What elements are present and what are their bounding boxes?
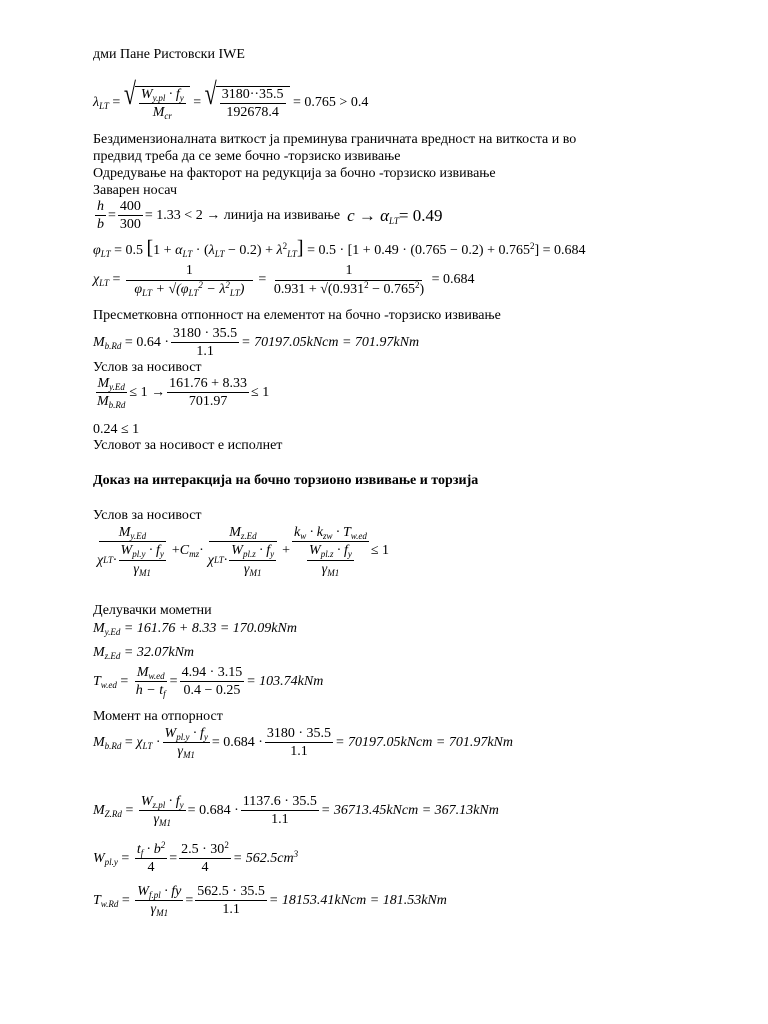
text-line-9: Услов за носивост [93, 508, 202, 523]
mz-den: 1.1 [271, 812, 289, 828]
equation-my-ed: $M_{y.Ed} = 161.76 + 8.33 = 170.09kNm$ [93, 621, 297, 637]
equation-condition: $\frac{M_{y.Ed}}{M_{b.Rd}}$ ≤ 1 → $\frac{161.76 + 8.33}{701.97}$ ≤ 1 [97, 376, 270, 411]
equation-tw-rd: $T_{w.Rd}$ = $\frac{W_{f.pl} \cdot fy}{\gamma_{M1}}$ = $\frac{562.5 \cdot 35.5}{1.1}$ = 18153.41kNcm = 181.53kNm [93, 884, 447, 919]
mbrd-result: = 70197.05kNcm = 701.97kNm [241, 334, 420, 350]
mb2-pre: = 0.684 · [211, 734, 263, 750]
condition-ratio: 0.24 ≤ 1 [93, 422, 140, 437]
equation-mbrd: $M_{b.Rd}$ = 0.64 · $\frac{3180 \cdot 35.5}{1.1}$ = 70197.05kNcm = 701.97kNm [93, 326, 420, 360]
tw-num: 4.94 · 3.15 [180, 665, 245, 682]
twrd-result: = 18153.41kNcm = 181.53kNm [268, 892, 447, 908]
equation-phi-lt: $\varphi_{LT} = 0.5$ $[1 + \alpha_{LT} \cdot (\lambda_{LT} - 0.2) + \lambda^2_{LT}] = 0.5 \cdot [1 + 0.49 \cdot (0.765 - 0.2) + 0.765^2] = 0.684$ [93, 237, 586, 259]
phi-result: ] = 0.684 [534, 243, 586, 258]
mbrd-den: 1.1 [196, 344, 214, 360]
wpl-num: 2.5 · 30 [181, 842, 225, 857]
section-title: Доказ на интеракција на бочно торзионо извивање и торзија [93, 473, 479, 488]
equation-lambda-lt: $\lambda_{LT}$ = √ $\frac{W_{y.pl} \cdot f_y}{M_{cr}}$ = √ $\frac{3180\cdot\cdot 35.5}{192678.4}$ = 0.765 > 0.4 [93, 76, 369, 122]
hb-result: = 1.33 < 2 → [144, 207, 221, 223]
mb2-num: 3180 · 35.5 [265, 726, 333, 743]
mz-result: = 36713.45kNcm = 367.13kNm [320, 802, 499, 818]
text-line-11: Момент на отпорност [93, 709, 223, 724]
chi-den-2: − 0.765 [368, 282, 415, 298]
equation-chi-lt: $\chi_{LT}$ = $\frac{1}{\varphi_{LT} + √(\varphi_{LT}^2 - \lambda^2_{LT})}$ = $\frac{1}{0.931 + √(0.931^2 - 0.765^2)}$ = 0.684 [93, 263, 475, 299]
equation-tw-ed: $T_{w.ed}$ = $\frac{M_{w.ed}}{h - t_f}$ = $\frac{4.94 \cdot 3.15}{0.4 - 0.25}$ = 103.74kNm [93, 665, 324, 700]
mbrd-pre: = 0.64 · [124, 334, 169, 350]
alpha-result: = 0.49 [398, 206, 443, 226]
equation-wpl-y: $W_{pl.y}$ = $\frac{t_f \cdot b^2}{4}$ = $\frac{2.5 \cdot 30^2}{4}$ = $562.5cm^3$ [93, 840, 299, 876]
cond-num: 161.76 + 8.33 [167, 376, 249, 393]
text-line-1: Бездимензионалната виткост ја преминува граничната вредност на виткоста и во [93, 132, 577, 147]
lambda-result: = 0.765 > 0.4 [293, 95, 369, 111]
mb2-den: 1.1 [290, 744, 308, 760]
text-line-10: Делувачки мометни [93, 603, 212, 618]
wpl-result: = 562.5cm [232, 850, 294, 866]
tw-result: = 103.74kNm [246, 673, 324, 689]
hb-numerator: 400 [118, 199, 143, 216]
equation-mz-rd: $M_{Z.Rd}$ = $\frac{W_{z.pl} \cdot f_y}{\gamma_{M1}}$ = 0.684 · $\frac{1137.6 \cdot 35.5}{1.1}$ = 36713.45kNcm = 367.13kNm [93, 794, 499, 829]
equation-hb: $\frac{h}{b}$ = $\frac{400}{300}$ = 1.33 < 2 → линија на извивање $c \to \alpha_{LT}$ = 0.49 [97, 199, 443, 233]
lambda-denominator: 192678.4 [226, 105, 279, 121]
mz-num: 1137.6 · 35.5 [241, 794, 319, 811]
text-line-4: Заварен носач [93, 183, 177, 198]
text-line-8: Условот за носивост е исполнет [93, 438, 283, 453]
buckling-line-label: линија на извивање [223, 207, 341, 223]
text-line-2: предвид треба да се земе бочно -торзиско извивање [93, 149, 401, 164]
mz-pre: = 0.684 · [187, 802, 239, 818]
twrd-num: 562.5 · 35.5 [195, 884, 267, 901]
text-line-6: Пресметковна отпонност на елементот на бочно -торзиско извивање [93, 308, 501, 323]
my-ed-value: = 161.76 + 8.33 = 170.09kNm [123, 621, 297, 636]
mbrd-num: 3180 · 35.5 [171, 326, 239, 343]
chi-den-1: 0.931 + √(0.931 [273, 282, 365, 298]
lambda-numerator: 3180··35.5 [220, 87, 286, 104]
wpl-den: 4 [201, 860, 209, 876]
tw-den: 0.4 − 0.25 [183, 683, 241, 699]
text-line-3: Одредување на факторот на редукција за бочно -торзиско извивање [93, 166, 496, 181]
equation-interaction: $M_{y.Ed}$ χ LT · $\frac{W_{pl.y} \cdot f_y}{\gamma_{M1}}$ + $C_{mz}$ · $M_{z.Ed}$ χ LT · $\frac{W_{pl.z} \cdot f_y}{\gamma_{M1}}$ + $\frac{k_w \cdot k_{zw} \cdot T_{w.ed}}{\frac{W_{pl.z} \cdot f_y}{\gamma_{M1}}}$ ≤ 1 [97, 525, 390, 578]
equation-mb-rd-2: $M_{b.Rd}$ = $\chi_{LT}$ · $\frac{W_{pl.y} \cdot f_y}{\gamma_{M1}}$ = 0.684 · $\frac{3180 \cdot 35.5}{1.1}$ = 70197.05kNcm = 701.97kNm [93, 726, 513, 761]
mz-ed-value: = 32.07kNm [123, 645, 195, 660]
page-header: дми Пане Ристовски IWE [93, 47, 245, 62]
text-line-7: Услов за носивост [93, 360, 202, 375]
cond-den: 701.97 [188, 394, 228, 410]
mb2-result: = 70197.05kNcm = 701.97kNm [335, 734, 513, 750]
equation-mz-ed: $M_{z.Ed} = 32.07kNm$ [93, 645, 195, 661]
chi-result: = 0.684 [431, 272, 475, 288]
hb-denominator: 300 [119, 217, 141, 233]
twrd-den: 1.1 [222, 902, 240, 918]
phi-values: 0.5 · [1 + 0.49 · (0.765 − 0.2) + 0.765 [318, 243, 530, 258]
